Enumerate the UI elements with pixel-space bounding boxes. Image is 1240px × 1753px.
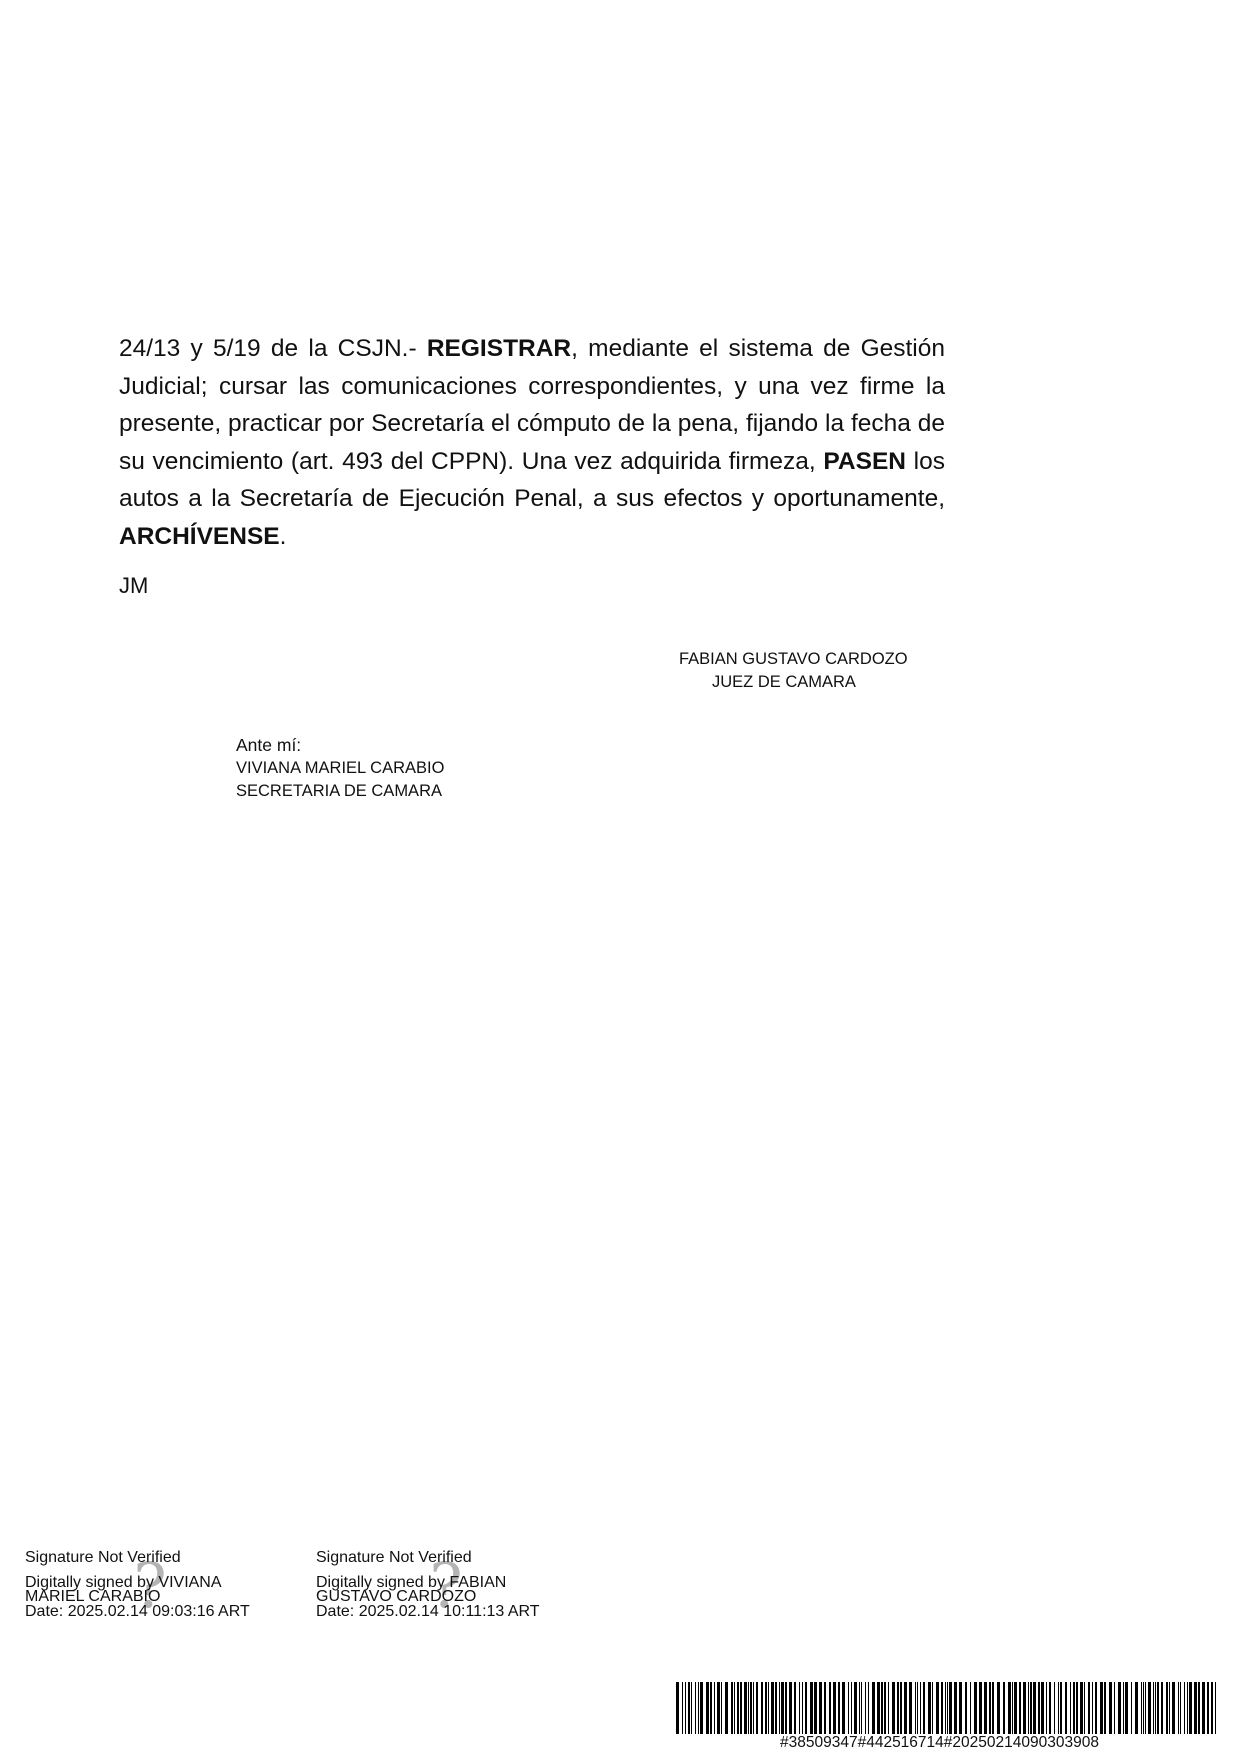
barcode-image <box>676 1682 1218 1734</box>
registrar-keyword: REGISTRAR <box>426 335 572 362</box>
archivense-keyword: ARCHÍVENSE <box>119 522 280 550</box>
signature-date: Date: 2025.02.14 09:03:16 ART <box>25 1602 250 1620</box>
pasen-keyword: PASEN <box>823 447 906 475</box>
judge-name: FABIAN GUSTAVO CARDOZO <box>679 650 908 668</box>
signature-signer-cont: GUSTAVO CARDOZO <box>316 1588 477 1605</box>
text-segment: 24/13 y 5/19 de la CSJN.- <box>119 335 427 362</box>
secretary-title: SECRETARIA DE CAMARA <box>236 782 442 800</box>
unverified-signature-icon: ? <box>429 1549 463 1622</box>
signature-status: Signature Not Verified <box>25 1549 181 1566</box>
initials: JM <box>119 573 149 598</box>
ante-mi-label: Ante mí: <box>236 735 302 755</box>
text-segment: . <box>279 522 287 550</box>
digital-signature-judge <box>316 1549 540 1622</box>
resolution-text <box>119 330 945 555</box>
signature-signer: Digitally signed by VIVIANA <box>25 1573 222 1591</box>
secretary-name: VIVIANA MARIEL CARABIO <box>236 759 445 777</box>
judge-title: JUEZ DE CAMARA <box>712 673 856 691</box>
text-segment: los autos a la Secretaría de Ejecución Penal, a sus efectos y oportunamente, <box>119 447 945 512</box>
signature-date: Date: 2025.02.14 10:11:13 ART <box>316 1602 540 1620</box>
unverified-signature-icon: ? <box>133 1549 167 1622</box>
digital-signature-secretary <box>25 1549 250 1622</box>
text-segment: , mediante el sistema de Gestión Judicial; cursar las comunicaciones correspondientes, y una vez firme la presente, practicar por Secretaría el cómputo de la pena, fijando la fecha de su vencimiento (art. 493 del CPPN). Una vez adquirida firmeza, <box>119 335 946 475</box>
signature-signer: Digitally signed by FABIAN <box>316 1573 507 1591</box>
secretary-signature-block <box>236 734 444 803</box>
signature-status: Signature Not Verified <box>316 1549 472 1566</box>
barcode-number: #38509347#442516714#20250214090303908 <box>780 1734 1099 1751</box>
signature-signer-cont: MARIEL CARABIO <box>25 1588 161 1605</box>
judge-signature-block <box>679 648 908 694</box>
resolution-paragraph <box>119 330 945 555</box>
